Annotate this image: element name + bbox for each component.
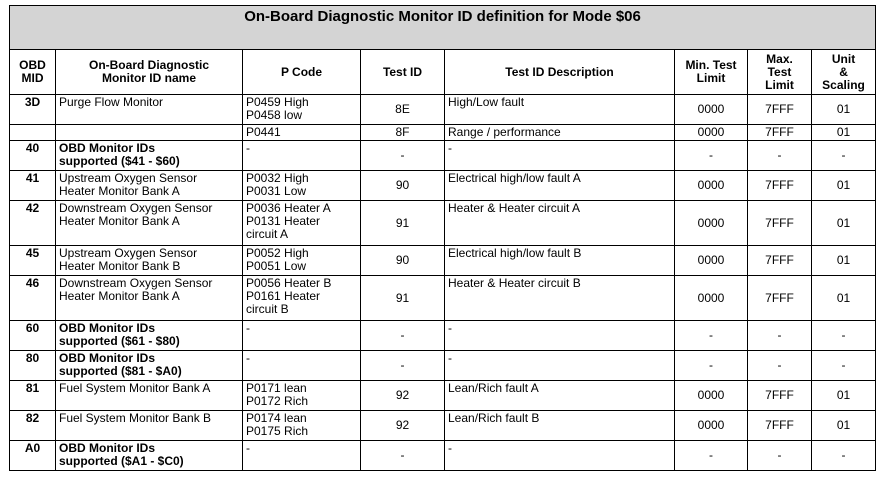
cell-monitor-name: OBD Monitor IDs supported ($81 - $A0) [56, 351, 243, 381]
cell-unit-scaling: - [812, 441, 876, 471]
cell-p-code: - [243, 321, 361, 351]
cell-p-code: P0174 lean P0175 Rich [243, 411, 361, 441]
cell-test-id: 92 [361, 411, 445, 441]
cell-test-description: Range / performance [445, 125, 675, 141]
cell-test-description: - [445, 351, 675, 381]
cell-monitor-name: Fuel System Monitor Bank A [56, 381, 243, 411]
cell-test-id: 91 [361, 201, 445, 246]
cell-test-id: - [361, 351, 445, 381]
cell-max-limit: 7FFF [748, 125, 812, 141]
cell-monitor-name: Downstream Oxygen Sensor Heater Monitor Bank A [56, 201, 243, 246]
cell-p-code: P0441 [243, 125, 361, 141]
cell-p-code: P0032 High P0031 Low [243, 171, 361, 201]
table-row [10, 351, 876, 381]
cell-test-description: Heater & Heater circuit B [445, 276, 675, 321]
cell-p-code: - [243, 441, 361, 471]
cell-min-limit: - [675, 141, 748, 171]
cell-test-description: Heater & Heater circuit A [445, 201, 675, 246]
cell-test-description: - [445, 141, 675, 171]
cell-obd-mid: 45 [10, 246, 56, 276]
cell-max-limit: - [748, 351, 812, 381]
table-body [10, 95, 876, 471]
cell-obd-mid: 41 [10, 171, 56, 201]
cell-test-description: Electrical high/low fault A [445, 171, 675, 201]
cell-p-code: P0052 High P0051 Low [243, 246, 361, 276]
table-title: On-Board Diagnostic Monitor ID definition for Mode $06 [10, 6, 876, 50]
cell-monitor-name: OBD Monitor IDs supported ($A1 - $C0) [56, 441, 243, 471]
table-row [10, 171, 876, 201]
cell-unit-scaling: 01 [812, 171, 876, 201]
table-row [10, 411, 876, 441]
cell-test-description: Lean/Rich fault B [445, 411, 675, 441]
cell-max-limit: 7FFF [748, 276, 812, 321]
cell-monitor-name [56, 125, 243, 141]
cell-p-code: P0056 Heater B P0161 Heater circuit B [243, 276, 361, 321]
cell-obd-mid: 3D [10, 95, 56, 125]
cell-unit-scaling: - [812, 351, 876, 381]
cell-min-limit: 0000 [675, 125, 748, 141]
cell-obd-mid: 42 [10, 201, 56, 246]
cell-test-description: - [445, 441, 675, 471]
col-header-desc: Test ID Description [445, 50, 675, 95]
cell-obd-mid: 81 [10, 381, 56, 411]
cell-min-limit: - [675, 351, 748, 381]
col-header-pcode: P Code [243, 50, 361, 95]
col-header-name: On-Board Diagnostic Monitor ID name [56, 50, 243, 95]
cell-monitor-name: Fuel System Monitor Bank B [56, 411, 243, 441]
cell-test-description: Electrical high/low fault B [445, 246, 675, 276]
cell-p-code: P0171 lean P0172 Rich [243, 381, 361, 411]
cell-max-limit: 7FFF [748, 246, 812, 276]
cell-max-limit: 7FFF [748, 201, 812, 246]
table-row [10, 321, 876, 351]
table-row [10, 141, 876, 171]
cell-p-code: - [243, 351, 361, 381]
cell-test-description: - [445, 321, 675, 351]
col-header-unit: Unit & Scaling [812, 50, 876, 95]
cell-obd-mid: A0 [10, 441, 56, 471]
table-row [10, 381, 876, 411]
cell-max-limit: 7FFF [748, 171, 812, 201]
cell-obd-mid: 82 [10, 411, 56, 441]
mode06-definition-table [9, 5, 876, 471]
cell-min-limit: 0000 [675, 171, 748, 201]
table-row [10, 276, 876, 321]
cell-monitor-name: OBD Monitor IDs supported ($41 - $60) [56, 141, 243, 171]
cell-p-code: P0459 High P0458 low [243, 95, 361, 125]
cell-test-id: - [361, 321, 445, 351]
cell-min-limit: 0000 [675, 381, 748, 411]
cell-monitor-name: Purge Flow Monitor [56, 95, 243, 125]
cell-obd-mid: 60 [10, 321, 56, 351]
cell-test-description: High/Low fault [445, 95, 675, 125]
cell-p-code: - [243, 141, 361, 171]
table-row [10, 246, 876, 276]
cell-unit-scaling: 01 [812, 411, 876, 441]
cell-monitor-name: OBD Monitor IDs supported ($61 - $80) [56, 321, 243, 351]
cell-min-limit: - [675, 321, 748, 351]
cell-min-limit: 0000 [675, 95, 748, 125]
cell-min-limit: 0000 [675, 246, 748, 276]
cell-monitor-name: Downstream Oxygen Sensor Heater Monitor Bank A [56, 276, 243, 321]
cell-test-id: 90 [361, 171, 445, 201]
table-row [10, 125, 876, 141]
cell-test-id: 8E [361, 95, 445, 125]
cell-monitor-name: Upstream Oxygen Sensor Heater Monitor Bank B [56, 246, 243, 276]
cell-monitor-name: Upstream Oxygen Sensor Heater Monitor Bank A [56, 171, 243, 201]
col-header-min: Min. Test Limit [675, 50, 748, 95]
cell-unit-scaling: 01 [812, 381, 876, 411]
cell-unit-scaling: 01 [812, 246, 876, 276]
cell-obd-mid [10, 125, 56, 141]
cell-min-limit: 0000 [675, 411, 748, 441]
cell-unit-scaling: 01 [812, 276, 876, 321]
cell-unit-scaling: 01 [812, 125, 876, 141]
cell-max-limit: - [748, 441, 812, 471]
cell-p-code: P0036 Heater A P0131 Heater circuit A [243, 201, 361, 246]
cell-max-limit: 7FFF [748, 411, 812, 441]
cell-max-limit: - [748, 141, 812, 171]
col-header-max: Max. Test Limit [748, 50, 812, 95]
cell-test-id: 91 [361, 276, 445, 321]
cell-obd-mid: 46 [10, 276, 56, 321]
cell-min-limit: 0000 [675, 201, 748, 246]
cell-test-id: 90 [361, 246, 445, 276]
cell-unit-scaling: 01 [812, 95, 876, 125]
header-row [10, 50, 876, 95]
cell-test-description: Lean/Rich fault A [445, 381, 675, 411]
col-header-testid: Test ID [361, 50, 445, 95]
cell-test-id: 8F [361, 125, 445, 141]
col-header-mid: OBD MID [10, 50, 56, 95]
cell-unit-scaling: - [812, 321, 876, 351]
cell-obd-mid: 40 [10, 141, 56, 171]
cell-test-id: - [361, 141, 445, 171]
cell-test-id: - [361, 441, 445, 471]
cell-min-limit: - [675, 441, 748, 471]
cell-unit-scaling: 01 [812, 201, 876, 246]
cell-max-limit: 7FFF [748, 95, 812, 125]
cell-obd-mid: 80 [10, 351, 56, 381]
cell-unit-scaling: - [812, 141, 876, 171]
cell-max-limit: 7FFF [748, 381, 812, 411]
cell-min-limit: 0000 [675, 276, 748, 321]
table-row [10, 95, 876, 125]
table-row [10, 201, 876, 246]
cell-max-limit: - [748, 321, 812, 351]
table-row [10, 441, 876, 471]
cell-test-id: 92 [361, 381, 445, 411]
